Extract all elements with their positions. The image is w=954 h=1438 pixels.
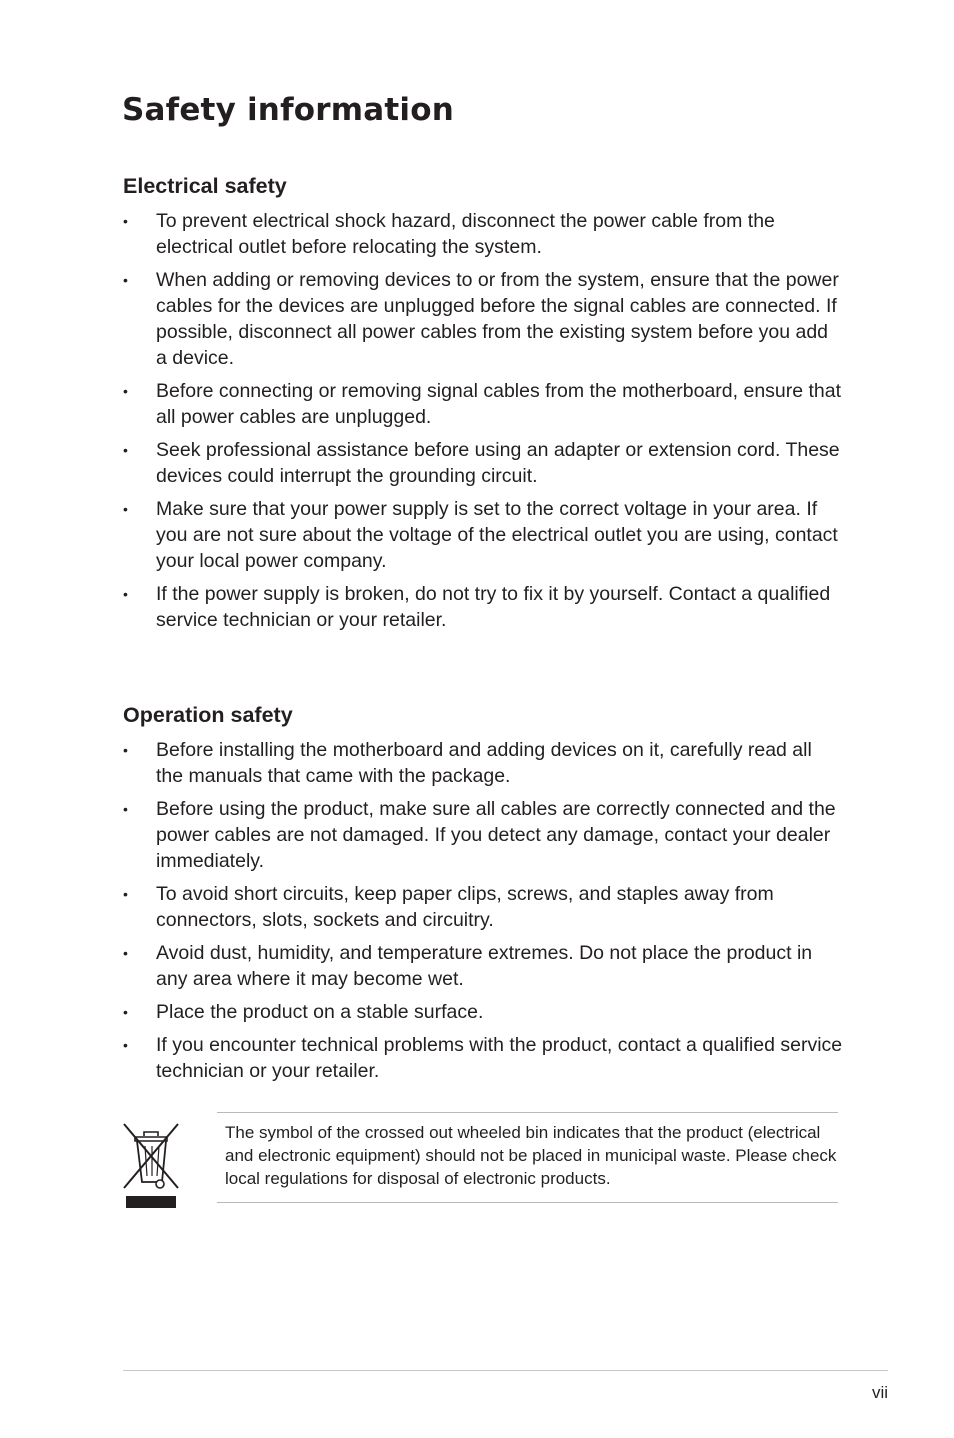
bullet-icon: • [123, 945, 128, 961]
bullet-icon: • [123, 442, 128, 458]
list-item [123, 581, 843, 633]
list-item [123, 378, 843, 430]
list-item-text: If you encounter technical problems with the product, contact a qualified service technician or your retailer. [156, 1034, 843, 1082]
electrical-safety-section [123, 172, 843, 640]
disposal-notice-text: The symbol of the crossed out wheeled bin indicates that the product (electrical and electronic equipment) should not be placed in municipal waste. Please check local regulations for disposal of electronic products. [217, 1112, 838, 1203]
operation-safety-section [123, 701, 843, 1091]
bullet-icon: • [123, 501, 128, 517]
list-item [123, 940, 843, 992]
list-item-text: Before installing the motherboard and adding devices on it, carefully read all the manuals that came with the package. [156, 739, 812, 787]
list-item [123, 737, 843, 789]
list-item [123, 208, 843, 260]
bullet-icon: • [123, 272, 128, 288]
bullet-icon: • [123, 383, 128, 399]
bullet-icon: • [123, 586, 128, 602]
list-item-text: Place the product on a stable surface. [156, 1001, 484, 1023]
page-number: vii [871, 1383, 888, 1402]
list-item-text: When adding or removing devices to or from the system, ensure that the power cables for the devices are unplugged before the signal cables are connected. If possible, disconnect all power cables from the existing system before you add a device. [156, 269, 839, 369]
list-item [123, 437, 843, 489]
list-item-text: To avoid short circuits, keep paper clips, screws, and staples away from connectors, slots, sockets and circuitry. [156, 883, 774, 931]
list-item [123, 496, 843, 574]
bullet-icon: • [123, 1037, 128, 1053]
disposal-notice [120, 1112, 840, 1212]
list-item [123, 1032, 843, 1084]
list-item [123, 267, 843, 371]
list-item [123, 999, 843, 1025]
list-item-text: If the power supply is broken, do not try to fix it by yourself. Contact a qualified service technician or your retailer. [156, 583, 831, 631]
list-item-text: Before connecting or removing signal cables from the motherboard, ensure that all power cables are unplugged. [156, 380, 842, 428]
page-title: Safety information [122, 92, 454, 128]
bullet-icon: • [123, 742, 128, 758]
footer-divider [123, 1370, 888, 1371]
operation-safety-heading: Operation safety [123, 703, 293, 727]
bullet-icon: • [123, 801, 128, 817]
electrical-safety-heading: Electrical safety [123, 174, 287, 198]
list-item-text: Before using the product, make sure all cables are correctly connected and the power cables are not damaged. If you detect any damage, contact your dealer immediately. [156, 798, 836, 872]
bullet-icon: • [123, 1004, 128, 1020]
list-item-text: Avoid dust, humidity, and temperature extremes. Do not place the product in any area where it may become wet. [156, 942, 813, 990]
list-item-text: Make sure that your power supply is set to the correct voltage in your area. If you are not sure about the voltage of the electrical outlet you are using, contact your local power company. [156, 498, 838, 572]
bullet-icon: • [123, 886, 128, 902]
list-item-text: Seek professional assistance before using an adapter or extension cord. These devices could interrupt the grounding circuit. [156, 439, 840, 487]
crossed-out-wheeled-bin-icon [120, 1120, 182, 1212]
list-item-text: To prevent electrical shock hazard, disconnect the power cable from the electrical outlet before relocating the system. [156, 210, 775, 258]
operation-safety-list [123, 737, 843, 1084]
list-item [123, 881, 843, 933]
bullet-icon: • [123, 213, 128, 229]
list-item [123, 796, 843, 874]
electrical-safety-list [123, 208, 843, 633]
